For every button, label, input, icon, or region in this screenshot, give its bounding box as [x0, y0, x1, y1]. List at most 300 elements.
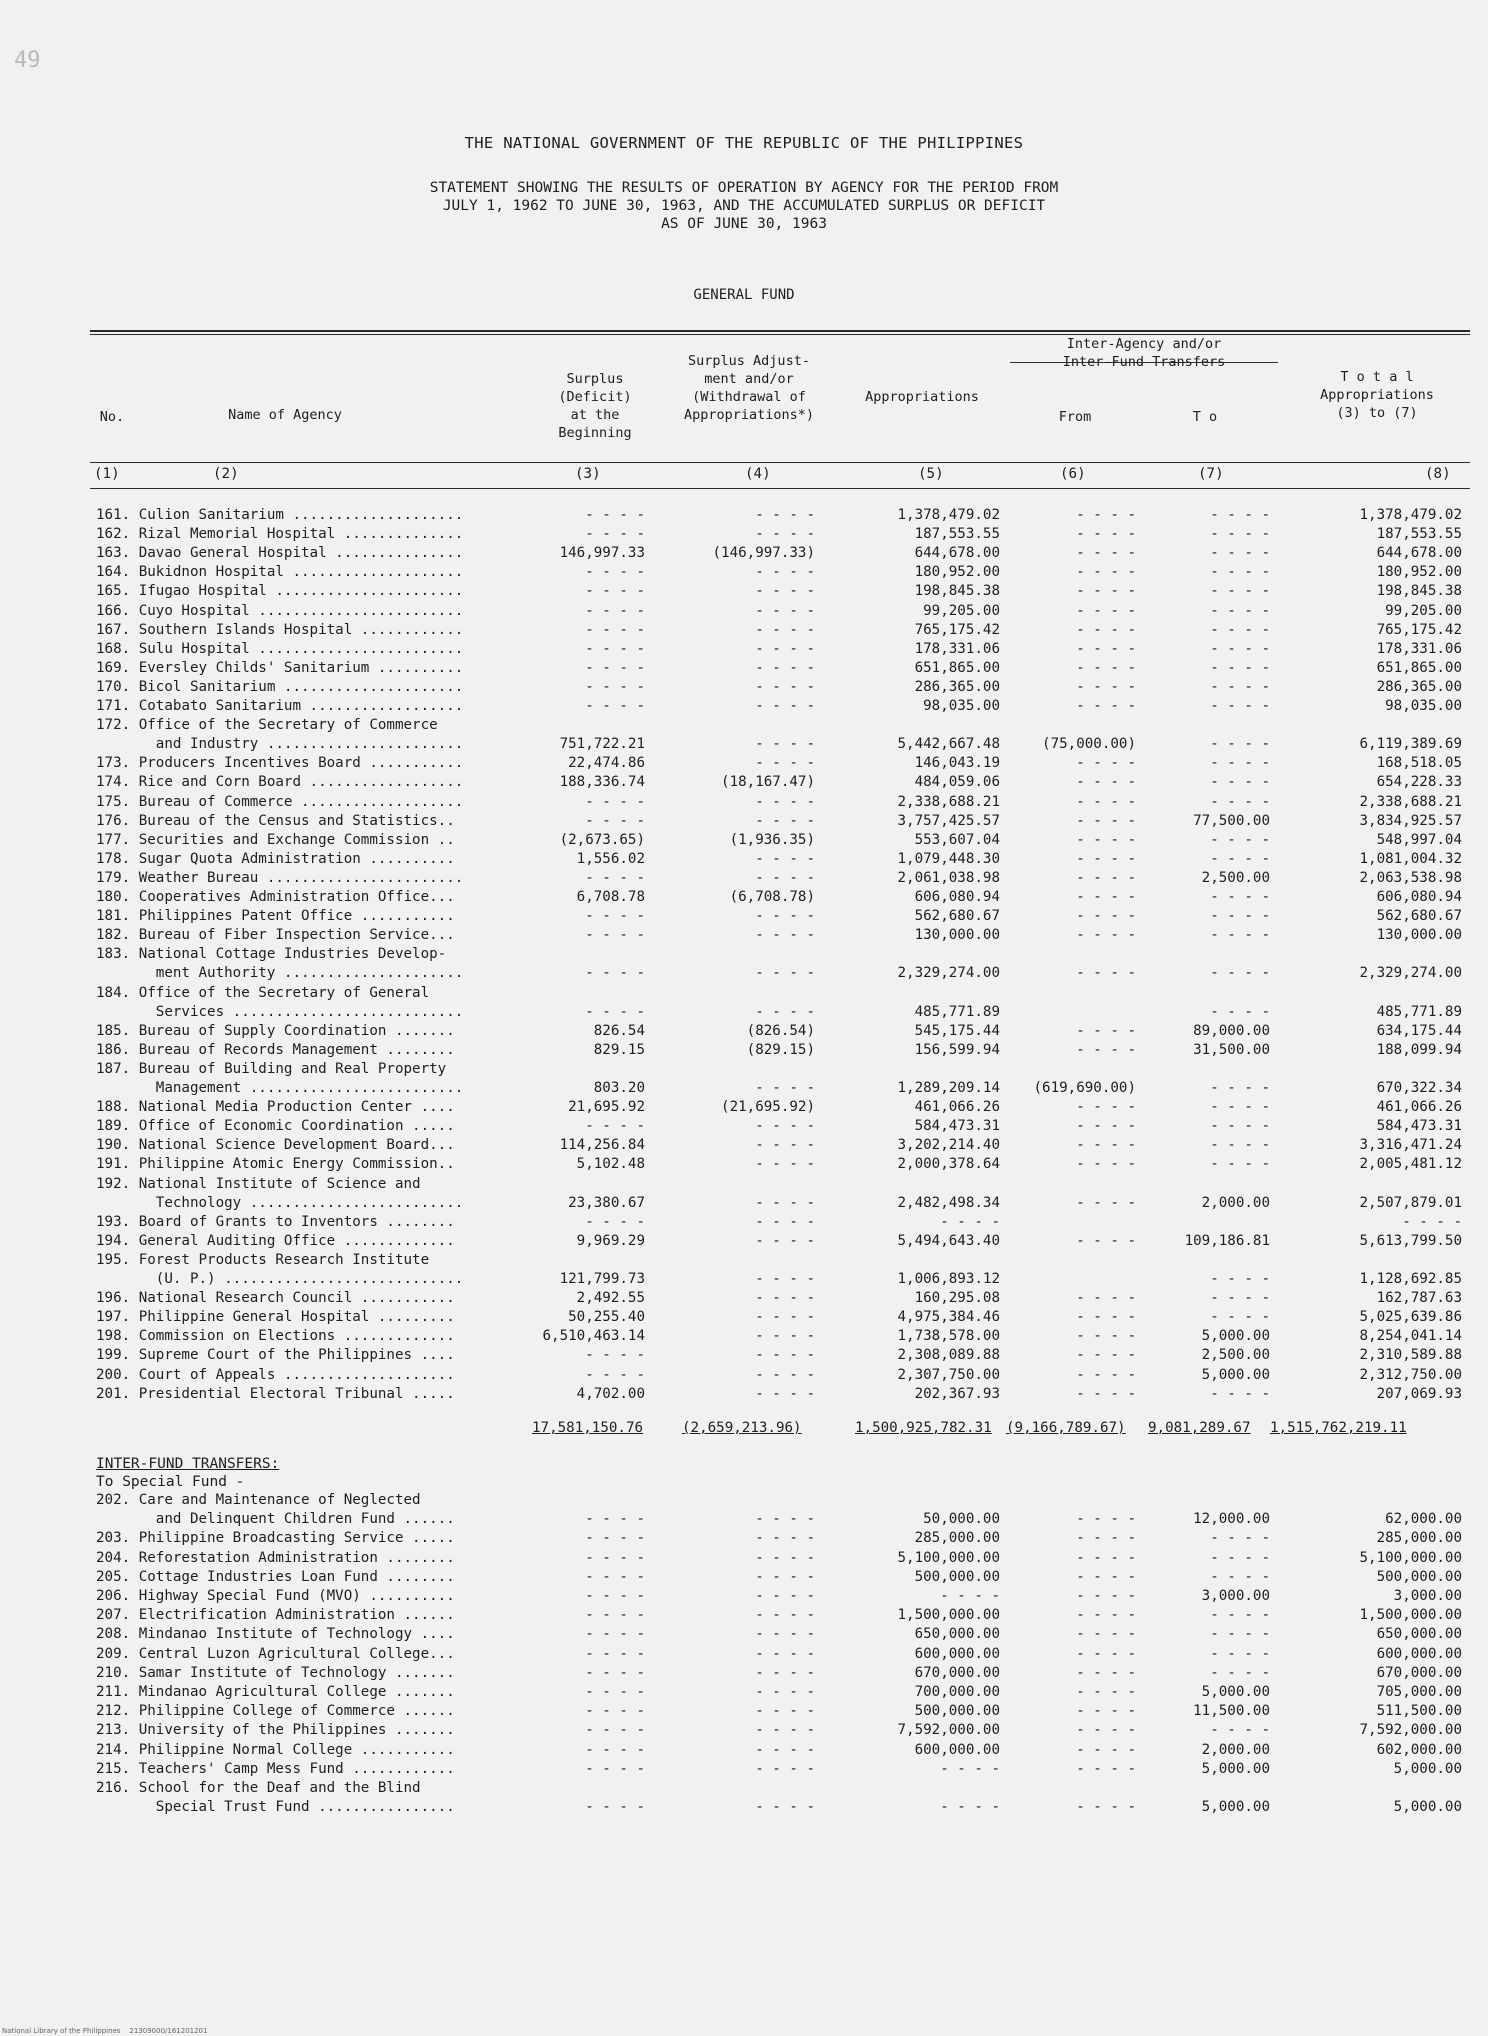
table-row [0, 832, 1488, 851]
table-row [0, 1492, 1488, 1511]
transfer-from-value: - - - - [1076, 1309, 1136, 1326]
adjustment-value: - - - - [755, 1684, 815, 1700]
surplus-value: - - - - [585, 621, 645, 638]
total-value: 3,316,471.24 [1359, 1137, 1462, 1154]
adjustment-value: - - - - [755, 564, 815, 581]
appropriation-value: 187,553.55 [914, 526, 1000, 543]
adjustment-value: - - - - [755, 602, 815, 619]
table-row [0, 889, 1488, 908]
surplus-value: - - - - [585, 507, 645, 523]
transfer-to-value: 109,186.81 [1184, 1232, 1270, 1249]
transfer-to-value: - - - - [1210, 1290, 1270, 1307]
total-from: (9,166,789.67) [1006, 1420, 1126, 1436]
transfer-from-value: - - - - [1076, 659, 1136, 676]
adjustment-value: - - - - [755, 793, 815, 810]
table-row [0, 526, 1488, 545]
agency-name: 165. Ifugao Hospital ...................... [96, 583, 464, 600]
transfer-to-value: - - - - [1210, 1626, 1270, 1643]
adjustment-value: - - - - [755, 1385, 815, 1402]
adjustment-value: - - - - [755, 965, 815, 982]
surplus-value: - - - - [585, 908, 645, 925]
table-row [0, 603, 1488, 622]
col-number-1: (1) [94, 466, 120, 482]
adjustment-value: - - - - [755, 1080, 815, 1096]
appropriation-value: 2,061,038.98 [897, 869, 1000, 886]
transfer-to-value: - - - - [1210, 793, 1270, 810]
transfer-to-value: - - - - [1210, 526, 1270, 543]
transfer-to-value: - - - - [1210, 1080, 1270, 1096]
table-row [0, 564, 1488, 583]
transfer-to-value: - - - - [1210, 545, 1270, 562]
header-adjustment: Surplus Adjust- ment and/or (Withdrawal of Appropriations*) [683, 353, 815, 423]
table-row [0, 1703, 1488, 1722]
table-row [0, 1799, 1488, 1818]
adjustment-value: - - - - [755, 659, 815, 676]
surplus-value: - - - - [585, 1511, 645, 1528]
total-value: 62,000.00 [1385, 1511, 1462, 1528]
table-row [0, 660, 1488, 679]
adjustment-value: - - - - [755, 1213, 815, 1230]
appropriation-value: 285,000.00 [914, 1530, 1000, 1547]
transfer-from-value: - - - - [1076, 1385, 1136, 1402]
appropriation-value: 7,592,000.00 [897, 1722, 1000, 1739]
transfer-to-value: 5,000.00 [1201, 1328, 1270, 1345]
table-row [0, 1195, 1488, 1214]
adjustment-value: (6,708.78) [729, 889, 815, 905]
transfer-to-value: - - - - [1210, 659, 1270, 676]
agency-name: 162. Rizal Memorial Hospital .............. [96, 526, 464, 543]
appropriation-value: 5,100,000.00 [897, 1549, 1000, 1566]
transfer-to-value: - - - - [1210, 564, 1270, 581]
total-value: 187,553.55 [1376, 526, 1462, 543]
transfer-from-value: - - - - [1076, 869, 1136, 886]
transfer-to-value: - - - - [1210, 1309, 1270, 1326]
total-value: 162,787.63 [1376, 1290, 1462, 1307]
adjustment-value: - - - - [755, 1703, 815, 1720]
agency-name: 206. Highway Special Fund (MVO) .......... [96, 1588, 455, 1604]
total-surplus: 17,581,150.76 [532, 1420, 644, 1436]
appropriation-value: 156,599.94 [914, 1041, 1000, 1058]
agency-name: 191. Philippine Atomic Energy Commission.. [96, 1156, 455, 1173]
agency-name: Management ......................... [96, 1080, 464, 1096]
total-value: 5,025,639.86 [1359, 1309, 1462, 1326]
agency-name: (U. P.) ............................ [96, 1271, 464, 1287]
table-row [0, 679, 1488, 698]
transfer-to-value: 11,500.00 [1193, 1703, 1270, 1720]
agency-name: 177. Securities and Exchange Commission .. [96, 831, 455, 848]
total-to: 9,081,289.67 [1148, 1420, 1251, 1436]
surplus-value: 23,380.67 [568, 1194, 645, 1211]
transfer-to-value: - - - - [1210, 927, 1270, 944]
table-row [0, 813, 1488, 832]
total-value: 1,081,004.32 [1359, 850, 1462, 867]
transfer-from-value: - - - - [1076, 755, 1136, 772]
adjustment-value: - - - - [755, 1290, 815, 1307]
surplus-value: 146,997.33 [559, 545, 645, 562]
table-row [0, 1290, 1488, 1309]
surplus-value: 9,969.29 [576, 1232, 645, 1249]
transfer-from-value: - - - - [1076, 1118, 1136, 1135]
adjustment-value: - - - - [755, 640, 815, 657]
agency-name: 209. Central Luzon Agricultural College... [96, 1645, 455, 1662]
header-interagency: Inter-Agency and/or Inter-Fund Transfers [1062, 336, 1226, 370]
agency-name: 200. Court of Appeals .................... [96, 1366, 455, 1383]
transfer-from-value: - - - - [1076, 507, 1136, 523]
transfer-from-value: - - - - [1076, 1290, 1136, 1307]
agency-name: 182. Bureau of Fiber Inspection Service... [96, 927, 455, 944]
column-numbers-row [0, 466, 1488, 485]
table-row [0, 946, 1488, 965]
header-from: From [1058, 409, 1092, 425]
adjustment-value: - - - - [755, 621, 815, 638]
agency-name: 174. Rice and Corn Board .................. [96, 774, 464, 791]
surplus-value: - - - - [585, 927, 645, 944]
agency-name: 210. Samar Institute of Technology ....... [96, 1664, 455, 1681]
transfer-from-value: - - - - [1076, 1588, 1136, 1604]
adjustment-value: - - - - [755, 1194, 815, 1211]
appropriation-value: 461,066.26 [914, 1099, 1000, 1116]
appropriation-value: 5,442,667.48 [897, 736, 1000, 753]
surplus-value: 751,722.21 [559, 736, 645, 753]
transfer-from-value: - - - - [1076, 1684, 1136, 1700]
total-value: 602,000.00 [1376, 1741, 1462, 1758]
agency-name: 184. Office of the Secretary of General [96, 984, 430, 1001]
table-row [0, 583, 1488, 602]
table-row [0, 1309, 1488, 1328]
agency-name: 168. Sulu Hospital ........................ [96, 640, 464, 657]
transfer-to-value: 5,000.00 [1201, 1684, 1270, 1700]
adjustment-value: (829.15) [746, 1041, 815, 1058]
total-value: 2,312,750.00 [1359, 1366, 1462, 1383]
surplus-value: - - - - [585, 1684, 645, 1700]
transfer-from-value: - - - - [1076, 774, 1136, 791]
adjustment-value: - - - - [755, 1137, 815, 1154]
total-value: 168,518.05 [1376, 755, 1462, 772]
agency-name: 207. Electrification Administration ...... [96, 1607, 455, 1624]
agency-name: 199. Supreme Court of the Philippines .... [96, 1347, 455, 1364]
table-row [0, 1530, 1488, 1549]
surplus-value: 188,336.74 [559, 774, 645, 791]
agency-name: Technology ......................... [96, 1194, 464, 1211]
appropriation-value: 4,975,384.46 [897, 1309, 1000, 1326]
adjustment-value: - - - - [755, 1760, 815, 1777]
agency-name: 179. Weather Bureau ....................... [96, 869, 464, 886]
table-row [0, 1722, 1488, 1741]
total-value: 500,000.00 [1376, 1568, 1462, 1585]
transfer-from-value: - - - - [1076, 1568, 1136, 1585]
appropriation-value: 650,000.00 [914, 1626, 1000, 1643]
header-appropriations: Appropriations [865, 389, 979, 405]
table-row [0, 1042, 1488, 1061]
transfer-to-value: - - - - [1210, 1271, 1270, 1287]
transfer-to-value: - - - - [1210, 698, 1270, 714]
total-value: 705,000.00 [1376, 1684, 1462, 1700]
total-value: 1,128,692.85 [1359, 1271, 1462, 1287]
total-value: 562,680.67 [1376, 908, 1462, 925]
agency-name: 205. Cottage Industries Loan Fund ........ [96, 1568, 455, 1585]
adjustment-value: - - - - [755, 1799, 815, 1816]
total-value: 5,100,000.00 [1359, 1549, 1462, 1566]
transfer-from-value: - - - - [1076, 1511, 1136, 1528]
transfer-to-value: - - - - [1210, 1549, 1270, 1566]
total-value: 1,378,479.02 [1359, 507, 1462, 523]
agency-name: 183. National Cottage Industries Develop- [96, 946, 447, 963]
total-value: 130,000.00 [1376, 927, 1462, 944]
appropriation-value: 1,006,893.12 [897, 1271, 1000, 1287]
agency-name: 203. Philippine Broadcasting Service ..... [96, 1530, 455, 1547]
transfer-to-value: - - - - [1210, 755, 1270, 772]
adjustment-value: - - - - [755, 583, 815, 600]
agency-name: 164. Bukidnon Hospital .................... [96, 564, 464, 581]
agency-name: 187. Bureau of Building and Real Property [96, 1060, 447, 1077]
agency-name: 175. Bureau of Commerce ................... [96, 793, 464, 810]
transfer-to-value: 89,000.00 [1193, 1022, 1270, 1039]
table-row [0, 1004, 1488, 1023]
table-row [0, 1626, 1488, 1645]
agency-name: 216. School for the Deaf and the Blind [96, 1780, 421, 1796]
agency-name: 172. Office of the Secretary of Commerce [96, 717, 438, 734]
table-row [0, 1023, 1488, 1042]
appropriation-value: 130,000.00 [914, 927, 1000, 944]
agency-name: 196. National Research Council ........... [96, 1290, 455, 1307]
transfer-to-value: 2,000.00 [1201, 1194, 1270, 1211]
transfer-from-value: (75,000.00) [1042, 736, 1136, 753]
transfer-from-value: - - - - [1076, 1703, 1136, 1720]
surplus-value: - - - - [585, 698, 645, 714]
surplus-value: 803.20 [593, 1080, 645, 1096]
adjustment-value: - - - - [755, 1607, 815, 1624]
appropriation-value: 600,000.00 [914, 1645, 1000, 1662]
total-value: 606,080.94 [1376, 889, 1462, 905]
table-row [0, 1569, 1488, 1588]
adjustment-value: - - - - [755, 1309, 815, 1326]
transfer-from-value: - - - - [1076, 793, 1136, 810]
agency-name: 214. Philippine Normal College ........... [96, 1741, 455, 1758]
adjustment-value: - - - - [755, 1271, 815, 1287]
total-value: 2,005,481.12 [1359, 1156, 1462, 1173]
total-value: 644,678.00 [1376, 545, 1462, 562]
transfer-to-value: 2,500.00 [1201, 1347, 1270, 1364]
table-row [0, 1080, 1488, 1099]
table-row [0, 1099, 1488, 1118]
agency-name: 208. Mindanao Institute of Technology .... [96, 1626, 455, 1643]
table-row [0, 622, 1488, 641]
appropriation-value: - - - - [940, 1799, 1000, 1816]
adjustment-value: - - - - [755, 507, 815, 523]
col-number-3: (3) [575, 466, 601, 482]
surplus-value: - - - - [585, 1664, 645, 1681]
adjustment-value: - - - - [755, 1549, 815, 1566]
transfer-from-value: - - - - [1076, 927, 1136, 944]
adjustment-value: - - - - [755, 755, 815, 772]
surplus-value: 4,702.00 [576, 1385, 645, 1402]
transfer-to-value: - - - - [1210, 1099, 1270, 1116]
total-total: 1,515,762,219.11 [1270, 1420, 1407, 1436]
adjustment-value: - - - - [755, 1530, 815, 1547]
table-row [0, 794, 1488, 813]
transfer-from-value: - - - - [1076, 698, 1136, 714]
surplus-value: 6,510,463.14 [542, 1328, 645, 1345]
table-row [0, 1214, 1488, 1233]
table-row [0, 1588, 1488, 1607]
agency-name: 173. Producers Incentives Board ........... [96, 755, 464, 772]
transfer-from-value: - - - - [1076, 1530, 1136, 1547]
table-row [0, 1742, 1488, 1761]
transfer-from-value: - - - - [1076, 545, 1136, 562]
surplus-value: - - - - [585, 1722, 645, 1739]
adjustment-value: - - - - [755, 1568, 815, 1585]
agency-name: 163. Davao General Hospital ............... [96, 545, 464, 562]
table-row [0, 908, 1488, 927]
transfer-to-value: - - - - [1210, 678, 1270, 695]
table-row [0, 717, 1488, 736]
appropriation-value: 2,307,750.00 [897, 1366, 1000, 1383]
adjustment-value: - - - - [755, 1347, 815, 1364]
adjustment-value: - - - - [755, 698, 815, 714]
agency-name: 212. Philippine College of Commerce ...... [96, 1703, 455, 1720]
agency-name: 170. Bicol Sanitarium ..................... [96, 678, 464, 695]
agency-name: 185. Bureau of Supply Coordination ....... [96, 1022, 455, 1039]
table-row [0, 736, 1488, 755]
appropriation-value: 2,482,498.34 [897, 1194, 1000, 1211]
adjustment-value: - - - - [755, 1366, 815, 1383]
header-surplus: Surplus (Deficit) at the Beginning [558, 371, 632, 441]
table-row [0, 1665, 1488, 1684]
appropriation-value: 562,680.67 [914, 908, 1000, 925]
appropriation-value: 2,308,089.88 [897, 1347, 1000, 1364]
surplus-value: - - - - [585, 1799, 645, 1816]
total-value: 98,035.00 [1385, 698, 1462, 714]
appropriation-value: 50,000.00 [923, 1511, 1000, 1528]
adjustment-value: - - - - [755, 1722, 815, 1739]
total-value: 5,613,799.50 [1359, 1232, 1462, 1249]
col-number-4: (4) [745, 466, 771, 482]
transfer-to-value: - - - - [1210, 850, 1270, 867]
adjustment-value: - - - - [755, 1588, 815, 1604]
table-row [0, 965, 1488, 984]
appropriation-value: 1,500,000.00 [897, 1607, 1000, 1624]
agency-name: 178. Sugar Quota Administration .......... [96, 850, 455, 867]
surplus-value: - - - - [585, 1118, 645, 1135]
table-row [0, 1780, 1488, 1799]
total-value: 461,066.26 [1376, 1099, 1462, 1116]
transfer-to-value: - - - - [1210, 1530, 1270, 1547]
agency-name: 189. Office of Economic Coordination ..... [96, 1118, 455, 1135]
total-value: 3,000.00 [1393, 1588, 1462, 1604]
total-value: 8,254,041.14 [1359, 1328, 1462, 1345]
adjustment-value: (21,695.92) [721, 1099, 815, 1116]
transfer-to-value: - - - - [1210, 889, 1270, 905]
total-adjustment: (2,659,213.96) [682, 1420, 802, 1436]
appropriation-value: 3,202,214.40 [897, 1137, 1000, 1154]
table-row [0, 1607, 1488, 1626]
appropriation-value: 3,757,425.57 [897, 812, 1000, 829]
transfer-from-value: - - - - [1076, 1328, 1136, 1345]
table-row [0, 1328, 1488, 1347]
transfer-from-value: - - - - [1076, 1741, 1136, 1758]
agency-name: 169. Eversley Childs' Sanitarium .......... [96, 659, 464, 676]
transfer-from-value: - - - - [1076, 1799, 1136, 1816]
adjustment-value: - - - - [755, 1741, 815, 1758]
surplus-value: 826.54 [593, 1022, 645, 1039]
total-value: 6,119,389.69 [1359, 736, 1462, 753]
table-row [0, 1061, 1488, 1080]
transfer-to-value: - - - - [1210, 602, 1270, 619]
transfer-to-value: - - - - [1210, 1645, 1270, 1662]
agency-name: 201. Presidential Electoral Tribunal ..... [96, 1385, 455, 1402]
document-title: THE NATIONAL GOVERNMENT OF THE REPUBLIC OF THE PHILIPPINES [464, 134, 1024, 152]
table-row [0, 1137, 1488, 1156]
appropriation-value: 198,845.38 [914, 583, 1000, 600]
agency-name: 188. National Media Production Center .... [96, 1099, 455, 1116]
adjustment-value: - - - - [755, 908, 815, 925]
transfer-to-value: - - - - [1210, 640, 1270, 657]
adjustment-value: (1,936.35) [729, 831, 815, 848]
surplus-value: - - - - [585, 869, 645, 886]
table-row [0, 1271, 1488, 1290]
adjustment-value: (146,997.33) [712, 545, 815, 562]
appropriation-value: 98,035.00 [923, 698, 1000, 714]
surplus-value: - - - - [585, 1347, 645, 1364]
transfer-from-value: - - - - [1076, 1549, 1136, 1566]
adjustment-value: - - - - [755, 1003, 815, 1020]
surplus-value: - - - - [585, 1213, 645, 1230]
transfer-from-value: - - - - [1076, 1156, 1136, 1173]
adjustment-value: - - - - [755, 1511, 815, 1528]
appropriation-value: - - - - [940, 1760, 1000, 1777]
table-row [0, 1761, 1488, 1780]
appropriation-value: 600,000.00 [914, 1741, 1000, 1758]
total-value: 1,500,000.00 [1359, 1607, 1462, 1624]
transfer-to-value: - - - - [1210, 1722, 1270, 1739]
adjustment-value: - - - - [755, 1328, 815, 1345]
appropriation-value: 180,952.00 [914, 564, 1000, 581]
transfer-from-value: - - - - [1076, 965, 1136, 982]
table-row [0, 1176, 1488, 1195]
surplus-value: - - - - [585, 1588, 645, 1604]
surplus-value: - - - - [585, 1003, 645, 1020]
table-row [0, 1550, 1488, 1569]
agency-name: and Industry ....................... [96, 736, 464, 753]
transfer-to-value: 5,000.00 [1201, 1799, 1270, 1816]
agency-name: 176. Bureau of the Census and Statistics.. [96, 812, 455, 829]
transfer-from-value: - - - - [1076, 850, 1136, 867]
table-row [0, 851, 1488, 870]
agency-name: 193. Board of Grants to Inventors ........ [96, 1213, 455, 1230]
adjustment-value: - - - - [755, 927, 815, 944]
table-row [0, 507, 1488, 526]
transfer-to-value: - - - - [1210, 621, 1270, 638]
agency-name: 171. Cotabato Sanitarium .................. [96, 698, 464, 714]
total-value: 286,365.00 [1376, 678, 1462, 695]
appropriation-value: 2,000,378.64 [897, 1156, 1000, 1173]
transfer-from-value: - - - - [1076, 1722, 1136, 1739]
transfer-from-value: - - - - [1076, 1137, 1136, 1154]
agency-name: 215. Teachers' Camp Mess Fund ............ [96, 1760, 455, 1777]
transfer-to-value: 5,000.00 [1201, 1366, 1270, 1383]
table-row [0, 1684, 1488, 1703]
surplus-value: - - - - [585, 1568, 645, 1585]
appropriation-value: - - - - [940, 1588, 1000, 1604]
surplus-value: - - - - [585, 1760, 645, 1777]
total-value: 180,952.00 [1376, 564, 1462, 581]
transfer-to-value: - - - - [1210, 1385, 1270, 1402]
surplus-value: - - - - [585, 1366, 645, 1383]
transfer-to-value: - - - - [1210, 1664, 1270, 1681]
appropriation-value: 1,079,448.30 [897, 850, 1000, 867]
surplus-value: - - - - [585, 640, 645, 657]
total-value: 650,000.00 [1376, 1626, 1462, 1643]
